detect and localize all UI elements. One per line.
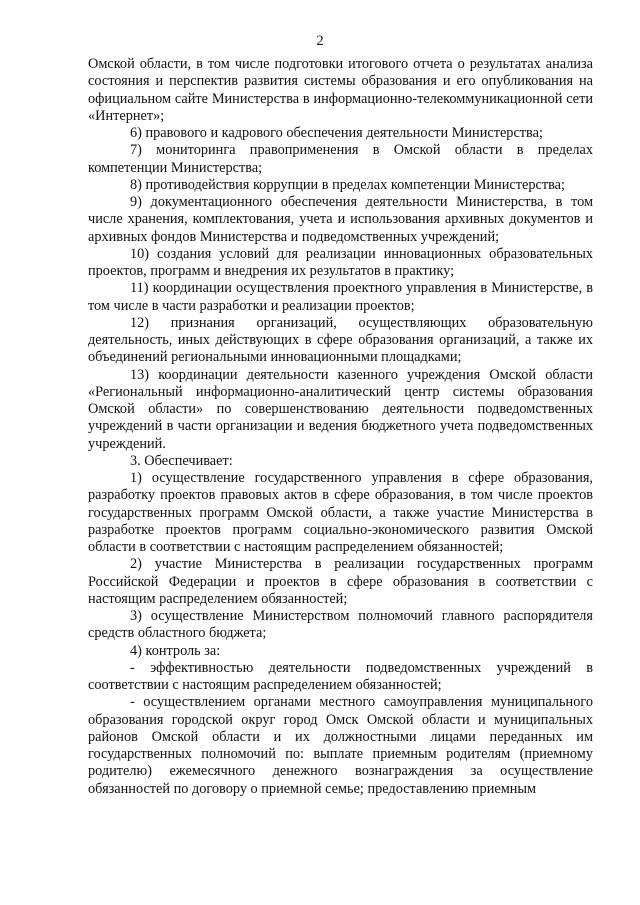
paragraph: 9) документационного обеспечения деятельности Министерства, в том числе хранения, комплектования, учета и использования архивных документов и архивных фондов Министерства и подведомственных учреждений;	[88, 194, 593, 245]
paragraph: 6) правового и кадрового обеспечения деятельности Министерства;	[130, 125, 543, 141]
paragraph: 7) мониторинга правоприменения в Омской области в пределах компетенции Министерства;	[88, 142, 593, 176]
document-body	[88, 56, 593, 798]
paragraph: Омской области, в том числе подготовки итогового отчета о результатах анализа состояния и перспектив развития системы образования и его опубликования на официальном сайте Министерства в информационно-телекоммуникационной сети «Интернет»;	[88, 56, 593, 124]
paragraph: 4) контроль за:	[130, 642, 221, 659]
paragraph: 1) осуществление государственного управления в сфере образования, разработку проектов правовых актов в сфере образования, в том числе проектов государственных программ Омской области, а также участие Министерства в разработке проектов программ социально-экономического развития Омской области в соответствии с настоящим распределением обязанностей;	[88, 470, 593, 555]
paragraph: 2) участие Министерства в реализации государственных программ Российской Федерации и проектов в сфере образования в соответствии с настоящим распределением обязанностей;	[88, 556, 593, 607]
paragraph: 10) создания условий для реализации инновационных образовательных проектов, программ и внедрения их результатов в практику;	[88, 245, 593, 279]
page-number: 2	[316, 33, 324, 49]
paragraph: 8) противодействия коррупции в пределах компетенции Министерства;	[130, 176, 565, 193]
paragraph: 3) осуществление Министерством полномочий главного распорядителя средств областного бюджета;	[88, 608, 593, 642]
list-item: - осуществлением органами местного самоуправления муниципального образования городской округ город Омск Омской области и муниципальных районов Омской области и их должностными лицами переданных им государственных полномочий по: выплате приемным родителям (приемному родителю) ежемесячного денежного вознаграждения за осуществление обязанностей по договору о приемной семье; предоставлению приемным	[88, 694, 593, 797]
paragraph: 13) координации деятельности казенного учреждения Омской области «Региональный информационно-аналитический центр системы образования Омской области» по совершенствованию деятельности подведомственных учреждений в части организации и ведения бюджетного учета подведомственных учреждений.	[88, 366, 593, 452]
section-heading: 3. Обеспечивает:	[130, 452, 233, 469]
list-item: - эффективностью деятельности подведомственных учреждений в соответствии с настоящим распределением обязанностей;	[88, 659, 593, 693]
paragraph: 11) координации осуществления проектного управления в Министерстве, в том числе в части разработки и реализации проектов;	[88, 280, 593, 314]
paragraph: 12) признания организаций, осуществляющих образовательную деятельность, иных действующих в сфере образования организаций, а также их объединений региональными инновационными площадками;	[88, 314, 593, 366]
